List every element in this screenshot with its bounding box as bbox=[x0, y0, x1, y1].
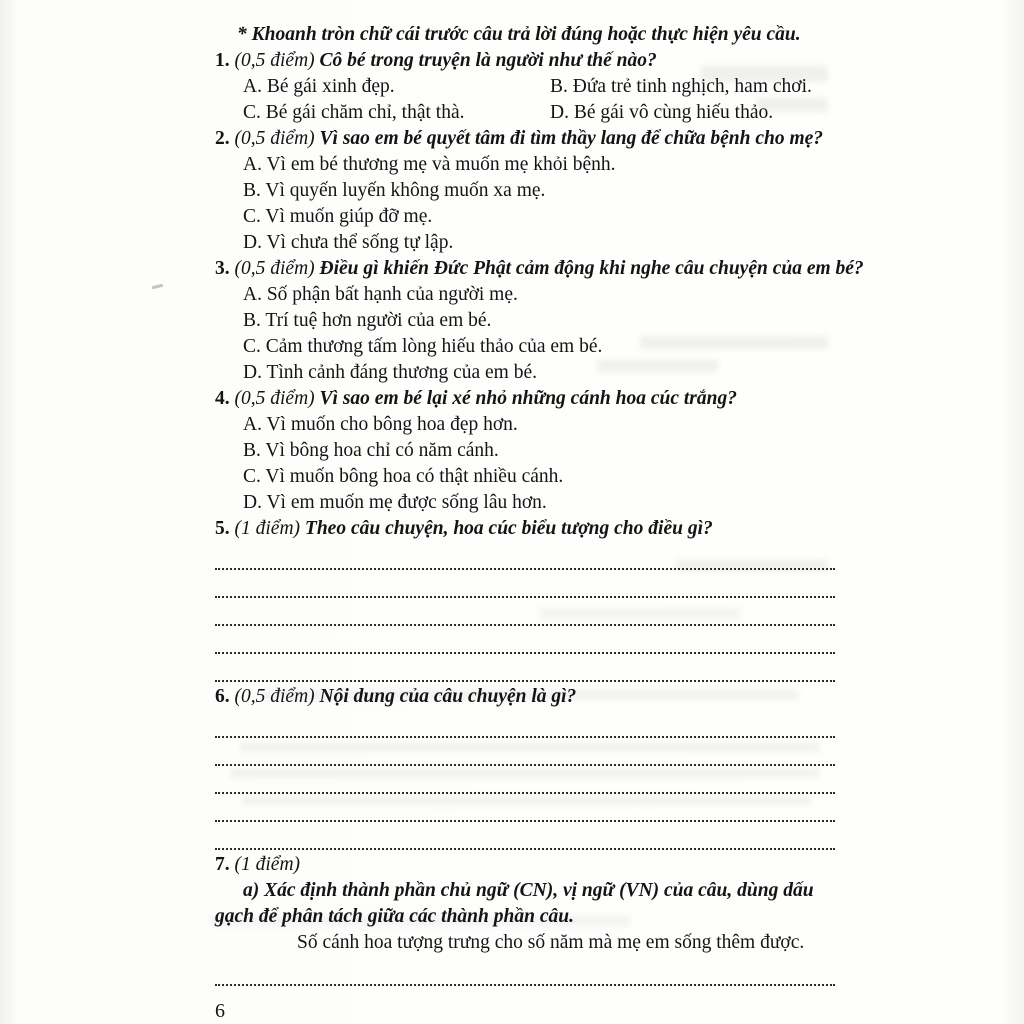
question-points: (0,5 điểm) bbox=[234, 258, 315, 279]
question-7-heading bbox=[215, 852, 835, 878]
answer-line bbox=[215, 598, 835, 626]
question-text: Theo câu chuyện, hoa cúc biểu tượng cho điều gì? bbox=[304, 518, 713, 539]
answer-line bbox=[215, 794, 835, 822]
option-a: A. Vì em bé thương mẹ và muốn mẹ khỏi bệnh. bbox=[243, 154, 616, 175]
question-7-sentence: Số cánh hoa tượng trưng cho số năm mà mẹ em sống thêm được. bbox=[297, 932, 805, 953]
option-a: A. Vì muốn cho bông hoa đẹp hơn. bbox=[243, 414, 518, 435]
option-a: A. Số phận bất hạnh của người mẹ. bbox=[243, 284, 518, 305]
answer-line bbox=[215, 958, 835, 986]
question-number: 5. bbox=[215, 518, 230, 539]
question-number: 3. bbox=[215, 258, 230, 279]
option-d: D. Vì chưa thể sống tự lập. bbox=[243, 232, 454, 253]
answer-line bbox=[215, 570, 835, 598]
question-number: 2. bbox=[215, 128, 230, 149]
question-points: (1 điểm) bbox=[234, 518, 301, 539]
answer-line bbox=[215, 626, 835, 654]
question-text: Điều gì khiến Đức Phật cảm động khi nghe câu chuyện của em bé? bbox=[319, 258, 864, 279]
question-4-heading bbox=[215, 386, 835, 412]
question-6 bbox=[215, 684, 835, 850]
option-c: C. Vì muốn giúp đỡ mẹ. bbox=[243, 206, 433, 227]
question-points: (1 điểm) bbox=[234, 854, 301, 875]
option-c: C. Vì muốn bông hoa có thật nhiều cánh. bbox=[243, 466, 564, 487]
answer-line bbox=[215, 738, 835, 766]
question-1 bbox=[215, 48, 835, 126]
scan-speck bbox=[152, 284, 163, 290]
question-6-answer-lines bbox=[215, 710, 835, 850]
option-d: D. Tình cảnh đáng thương của em bé. bbox=[243, 362, 537, 383]
question-number: 1. bbox=[215, 50, 230, 71]
page-content bbox=[215, 22, 864, 1023]
question-4 bbox=[215, 386, 835, 516]
answer-line bbox=[215, 710, 835, 738]
question-3 bbox=[215, 256, 864, 386]
option-c: C. Cảm thương tấm lòng hiếu thảo của em bé. bbox=[243, 336, 603, 357]
question-5-answer-lines bbox=[215, 542, 835, 682]
answer-line bbox=[215, 766, 835, 794]
question-text: Vì sao em bé quyết tâm đi tìm thầy lang để chữa bệnh cho mẹ? bbox=[319, 128, 824, 149]
question-2-heading bbox=[215, 126, 835, 152]
option-b: B. Trí tuệ hơn người của em bé. bbox=[243, 310, 492, 331]
option-c: C. Bé gái chăm chỉ, thật thà. bbox=[243, 102, 465, 123]
question-2 bbox=[215, 126, 835, 256]
option-d: D. Bé gái vô cùng hiếu thảo. bbox=[550, 102, 774, 123]
page-number: 6 bbox=[215, 1000, 225, 1022]
answer-line bbox=[215, 822, 835, 850]
question-number: 6. bbox=[215, 686, 230, 707]
question-number: 7. bbox=[215, 854, 230, 875]
question-number: 4. bbox=[215, 388, 230, 409]
question-text: Vì sao em bé lại xé nhỏ những cánh hoa cúc trắng? bbox=[319, 388, 737, 409]
option-b: B. Vì bông hoa chỉ có năm cánh. bbox=[243, 440, 499, 461]
question-text: Nội dung của câu chuyện là gì? bbox=[319, 686, 577, 707]
question-5-heading bbox=[215, 516, 835, 542]
question-5 bbox=[215, 516, 835, 682]
question-points: (0,5 điểm) bbox=[234, 128, 315, 149]
question-3-heading bbox=[215, 256, 864, 282]
option-b: B. Đứa trẻ tinh nghịch, ham chơi. bbox=[550, 76, 812, 97]
answer-line bbox=[215, 542, 835, 570]
question-1-heading bbox=[215, 48, 835, 74]
question-7 bbox=[215, 852, 835, 986]
answer-line bbox=[215, 654, 835, 682]
question-points: (0,5 điểm) bbox=[234, 686, 315, 707]
option-d: D. Vì em muốn mẹ được sống lâu hơn. bbox=[243, 492, 547, 513]
option-a: A. Bé gái xinh đẹp. bbox=[243, 76, 395, 97]
instruction-line: * Khoanh tròn chữ cái trước câu trả lời đúng hoặc thực hiện yêu cầu. bbox=[237, 24, 801, 45]
option-b: B. Vì quyến luyến không muốn xa mẹ. bbox=[243, 180, 546, 201]
question-7-part-a: a) Xác định thành phần chủ ngữ (CN), vị ngữ (VN) của câu, dùng dấu gạch để phân tách giữa các thành phần câu. bbox=[215, 880, 814, 927]
question-points: (0,5 điểm) bbox=[234, 50, 315, 71]
question-6-heading bbox=[215, 684, 835, 710]
question-text: Cô bé trong truyện là người như thế nào? bbox=[319, 50, 657, 71]
question-points: (0,5 điểm) bbox=[234, 388, 315, 409]
question-1-options bbox=[215, 74, 835, 126]
